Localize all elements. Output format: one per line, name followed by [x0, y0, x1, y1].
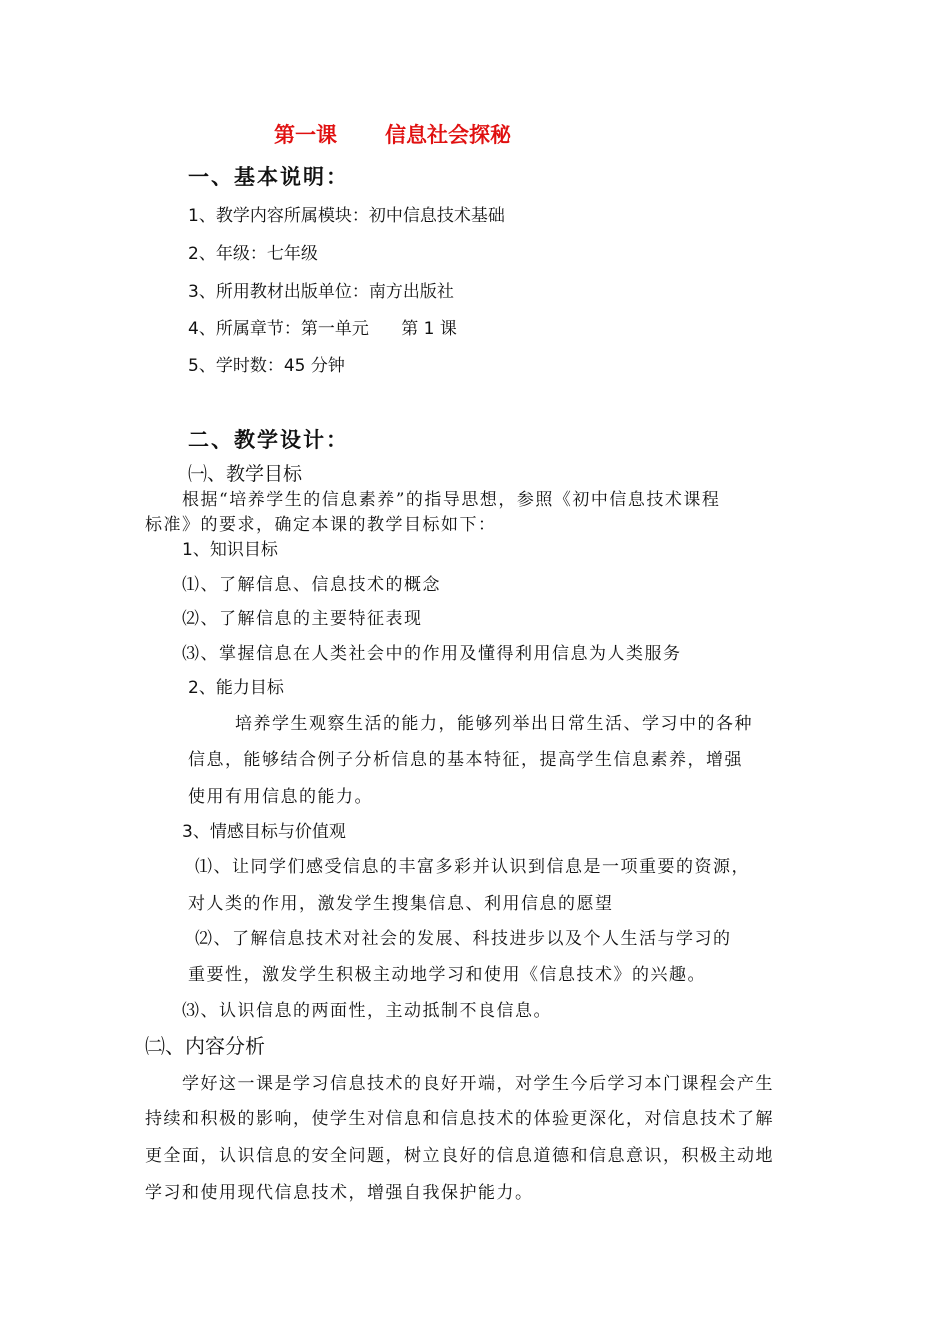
objectives-intro-line-2: 标准》的要求，确定本课的教学目标如下： — [145, 515, 497, 535]
emotion-goal-item-3-text: 信息的两面性，主动抵制不良信息。 — [256, 1001, 552, 1021]
emotion-goal-line-1: ⑴、让同学们感受信息的丰富多彩并认识到信息是一项重要的资源， — [195, 857, 750, 877]
ability-goal-line-1: 培养学生观察生活的能力，能够列举出日常生活、学习中的各种 — [235, 714, 753, 734]
subsection-heading-objectives: ㈠、教学目标 — [188, 463, 303, 485]
emotion-goal-item-3 — [182, 1002, 552, 1020]
info-item-grade: 2、年级：七年级 — [188, 244, 318, 264]
knowledge-goal-item-1: ⑴、了解信息、信息技术的概念 — [182, 575, 441, 595]
ability-goal-line-2: 信息，能够结合例子分析信息的基本特征，提高学生信息素养，增强 — [188, 750, 743, 770]
section-heading-basic-info: 一、基本说明： — [188, 165, 349, 189]
knowledge-goal-item-3: ⑶、掌握信息在人类社会中的作用及懂得利用信息为人类服务 — [182, 644, 682, 664]
ability-goal-heading: 2、能力目标 — [188, 678, 284, 698]
title-lesson-name: 信息社会探秘 — [385, 123, 511, 147]
page-title — [274, 125, 511, 146]
emotion-goal-line-3: ⑵、了解信息技术对社会的发展、科技进步以及个人生活与学习的 — [195, 929, 732, 949]
objectives-intro-line-1: 根据“培养学生的信息素养”的指导思想，参照《初中信息技术课程 — [182, 490, 721, 510]
emotion-goal-heading: 3、情感目标与价值观 — [182, 822, 346, 842]
title-lesson-number: 第一课 — [274, 123, 337, 147]
emotion-goal-line-2: 对人类的作用，激发学生搜集信息、利用信息的愿望 — [188, 894, 614, 914]
content-analysis-line-4: 学习和使用现代信息技术，增强自我保护能力。 — [145, 1183, 534, 1203]
ability-goal-line-3: 使用有用信息的能力。 — [188, 787, 373, 807]
section-heading-design: 二、教学设计： — [188, 428, 349, 452]
info-item-chapter: 4、所属章节：第一单元 第 1 课 — [188, 319, 457, 339]
content-analysis-line-1: 学好这一课是学习信息技术的良好开端，对学生今后学习本门课程会产生 — [182, 1074, 774, 1094]
content-analysis-line-2: 持续和积极的影响，使学生对信息和信息技术的体验更深化，对信息技术了解 — [145, 1109, 774, 1129]
info-item-module: 1、教学内容所属模块：初中信息技术基础 — [188, 206, 505, 226]
emotion-goal-line-4: 重要性，激发学生积极主动地学习和使用《信息技术》的兴趣。 — [188, 965, 706, 985]
knowledge-goal-heading: 1、知识目标 — [182, 540, 278, 560]
info-item-publisher: 3、所用教材出版单位：南方出版社 — [188, 282, 454, 302]
knowledge-goal-item-2: ⑵、了解信息的主要特征表现 — [182, 609, 423, 629]
info-item-hours: 5、学时数：45 分钟 — [188, 356, 345, 376]
emotion-goal-item-3-prefix: ⑶、认识 — [182, 1001, 256, 1021]
subsection-heading-content-analysis: ㈡、内容分析 — [145, 1034, 265, 1058]
content-analysis-line-3: 更全面，认识信息的安全问题，树立良好的信息道德和信息意识，积极主动地 — [145, 1146, 774, 1166]
